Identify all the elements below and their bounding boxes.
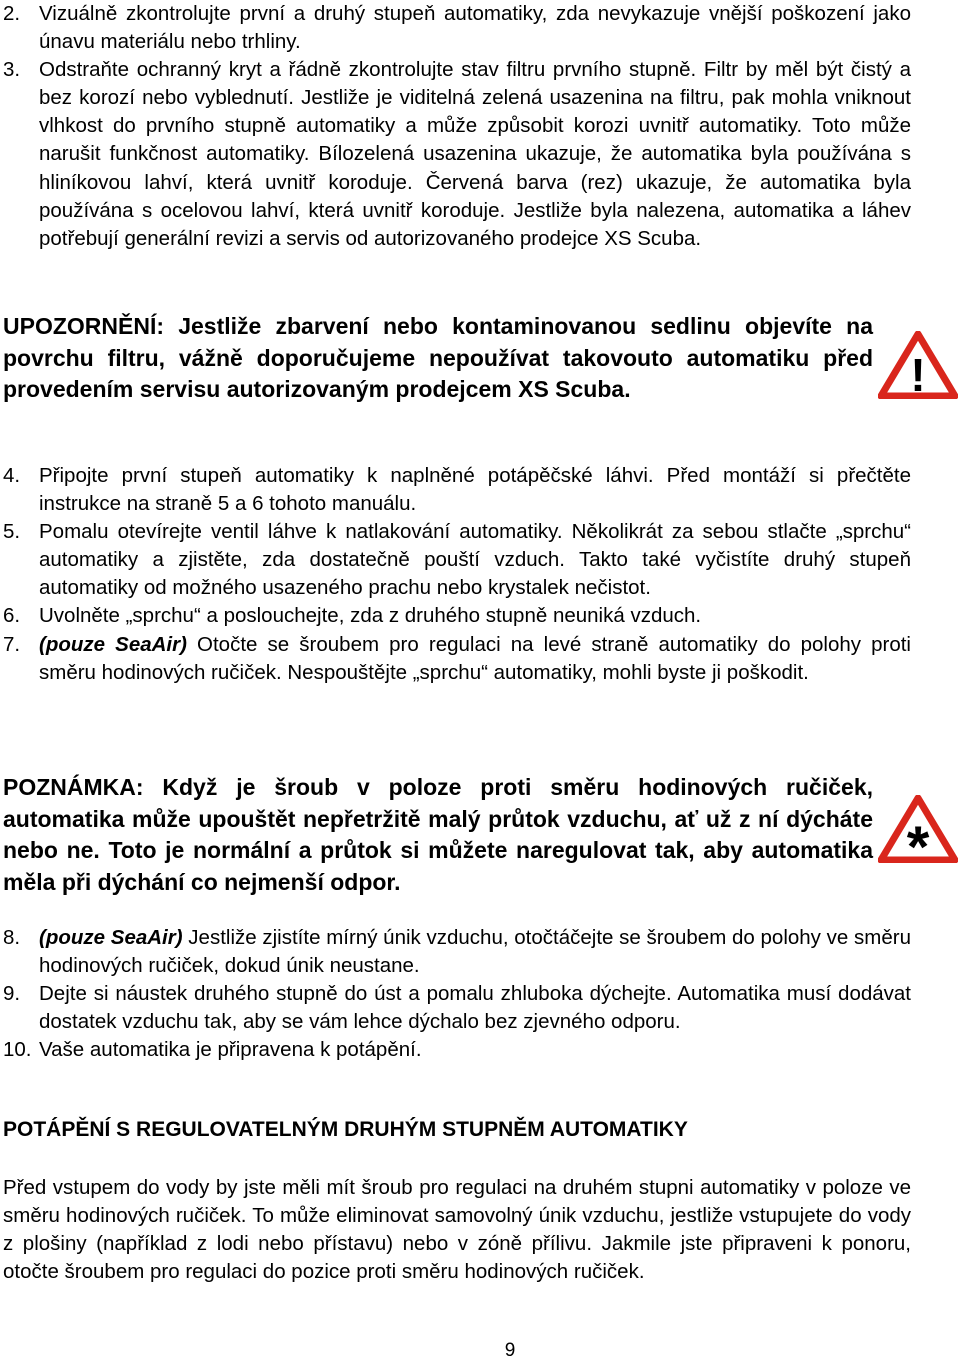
step-number: 8. <box>3 926 21 949</box>
warning-triangle-icon <box>878 331 958 399</box>
steps-list-bottom <box>3 924 911 1064</box>
list-item <box>3 980 911 1036</box>
list-item <box>3 631 911 687</box>
warning-text: Jestliže zbarvení nebo kontaminovanou sedlinu objevíte na povrchu filtru, vážně doporučujeme nepoužívat takovouto automatiku před provedením servisu autorizovaným prodejcem XS Scuba. <box>3 313 873 402</box>
step-number: 2. <box>3 2 21 25</box>
section-paragraph: Před vstupem do vody by jste měli mít šroub pro regulaci na druhém stupni automatiky v poloze ve směru hodinových ručiček. To může eliminovat samovolný únik vzduchu, jestliže vstupujete do vody z plošiny (například z lodi nebo přístavu) nebo v zóně přílivu. Jakmile jste připraveni k ponoru, otočte šroubem pro regulaci do pozice proti směru hodinových ručiček. <box>3 1176 911 1284</box>
section-heading: POTÁPĚNÍ S REGULOVATELNÝM DRUHÝM STUPNĚM AUTOMATIKY <box>3 1118 688 1141</box>
list-item <box>3 518 911 602</box>
step-number: 10. <box>3 1038 32 1062</box>
step-text: Připojte první stupeň automatiky k naplněné potápěčské láhvi. Před montáží si přečtěte instrukce na straně 5 a 6 tohoto manuálu. <box>39 464 911 516</box>
step-number: 5. <box>3 520 21 544</box>
page-number: 9 <box>504 1340 516 1361</box>
list-item <box>3 1036 911 1064</box>
list-item <box>3 462 911 518</box>
step-text: Dejte si náustek druhého stupně do úst a pomalu zhluboka dýchejte. Automatika musí dodávat dostatek vzduchu tak, aby se vám lehce dýchalo bez zjevného odporu. <box>39 982 911 1034</box>
list-item <box>3 0 911 56</box>
step-prefix: (pouze SeaAir) <box>39 926 183 949</box>
step-prefix: (pouze SeaAir) <box>39 632 187 656</box>
list-item <box>3 56 911 253</box>
step-text: Pomalu otevírejte ventil láhve k natlakování automatiky. Několikrát za sebou stlačte „sprchu“ automatiky a zjistěte, zda dostatečně pouští vzduch. Takto také vyčistíte druhý stupeň automatiky od možného usazeného prachu nebo krystalek nečistot. <box>39 520 911 600</box>
step-text: Vaše automatika je připravena k potápění. <box>39 1038 422 1062</box>
note-text: Když je šroub v poloze proti směru hodinových ručiček, automatika může upouštět nepřetržitě malý průtok vzduchu, ať už z ní dýcháte nebo ne. Toto je normální a průtok si můžete naregulovat tak, aby automatika měla při dýchání co nejmenší odpor. <box>3 774 873 895</box>
steps-list-top <box>3 0 911 253</box>
note-label: POZNÁMKA: <box>3 774 144 800</box>
step-text: Jestliže zjistíte mírný únik vzduchu, otočtáčejte se šroubem do polohy ve směru hodinových ručiček, dokud únik neustane. <box>39 926 911 978</box>
warning-block <box>3 311 873 406</box>
step-number: 7. <box>3 632 21 656</box>
list-item <box>3 602 911 630</box>
step-text: Otočte se šroubem pro regulaci na levé straně automatiky do polohy proti směru hodinových ručiček. Nespouštějte „sprchu“ automatiky, mohli byste ji poškodit. <box>39 632 911 684</box>
svg-text:!: ! <box>910 349 926 399</box>
svg-text:*: * <box>906 815 930 863</box>
step-number: 6. <box>3 604 21 628</box>
step-number: 4. <box>3 464 21 487</box>
steps-list-mid <box>3 462 911 687</box>
step-number: 3. <box>3 58 21 82</box>
step-text: Vizuálně zkontrolujte první a druhý stupeň automatiky, zda nevykazuje vnější poškození jako únavu materiálu nebo trhliny. <box>39 2 911 54</box>
list-item <box>3 924 911 980</box>
step-number: 9. <box>3 982 21 1006</box>
step-text: Uvolněte „sprchu“ a poslouchejte, zda z druhého stupně neuniká vzduch. <box>39 604 702 628</box>
warning-label: UPOZORNĚNÍ: <box>3 313 164 339</box>
step-text: Odstraňte ochranný kryt a řádně zkontrolujte stav filtru prvního stupně. Filtr by měl být čistý a bez korozí nebo vyblednutí. Jestliže je viditelná zelená usazenina na filtru, pak mohla vniknout vlhkost do prvního stupně automatiky a může způsobit korozi uvnitř automatiky. Toto může narušit funkčnost automatiky. Bílozelená usazenina ukazuje, že automatika byla používána s hliníkovou lahví, která uvnitř koroduje. Červená barva (rez) ukazuje, že automatika byla používána s ocelovou lahví, která uvnitř koroduje. Jestliže byla nalezena, automatika a láhev potřebují generální revizi a servis od autorizovaného prodejce XS Scuba. <box>39 58 911 250</box>
note-block <box>3 772 873 898</box>
note-triangle-icon <box>878 795 958 863</box>
